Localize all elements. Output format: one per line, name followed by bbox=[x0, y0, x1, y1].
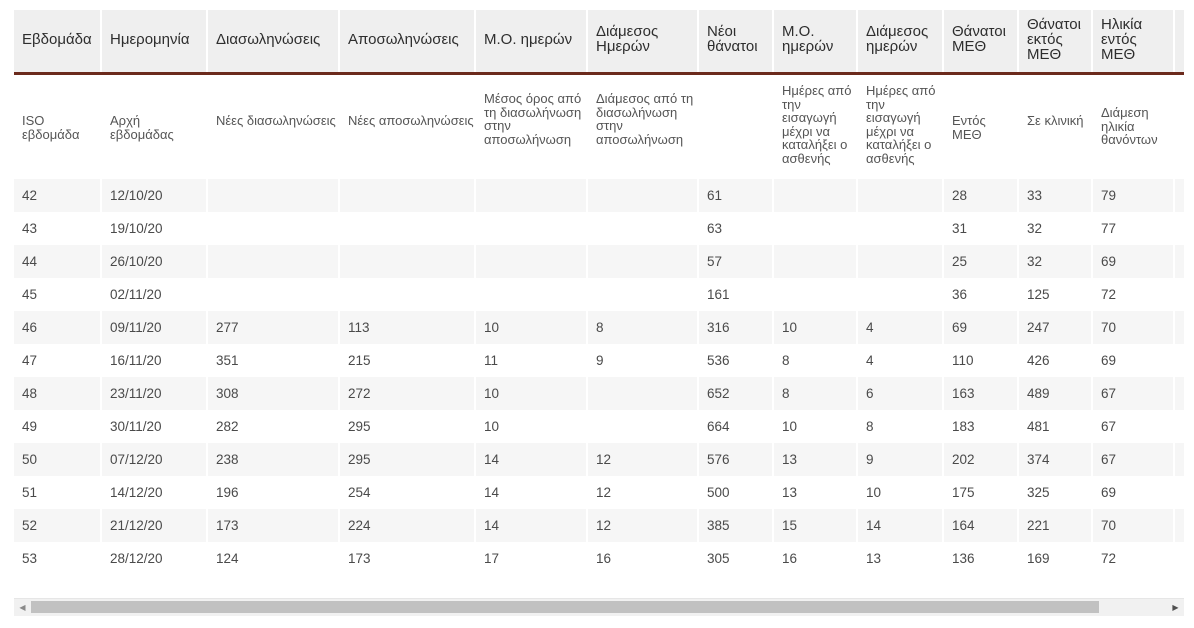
header-mean-days-deaths[interactable]: Μ.Ο. ημερών bbox=[774, 10, 856, 72]
table-cell: 48 bbox=[14, 377, 100, 410]
table-cell bbox=[1175, 344, 1184, 377]
triangle-left-icon[interactable]: ◀ bbox=[19, 603, 26, 612]
table-cell bbox=[588, 377, 697, 410]
table-cell: 11 bbox=[476, 344, 586, 377]
table-cell: 02/11/20 bbox=[102, 278, 206, 311]
subheader-icu-age: Διάμεση ηλικία θανόντων bbox=[1093, 75, 1173, 179]
table-cell: 77 bbox=[1093, 212, 1173, 245]
table-row bbox=[14, 344, 1184, 377]
table-cell bbox=[476, 245, 586, 278]
table-cell: 10 bbox=[774, 311, 856, 344]
table-cell bbox=[588, 212, 697, 245]
header-median-days-deaths[interactable]: Διάμεσος ημερών bbox=[858, 10, 942, 72]
table-cell: 28 bbox=[944, 179, 1017, 212]
table-cell bbox=[1175, 542, 1184, 575]
table-header-row bbox=[14, 10, 1184, 75]
subheader-icu-deaths: Εντός ΜΕΘ bbox=[944, 75, 1017, 179]
table-cell: 8 bbox=[774, 377, 856, 410]
table-cell: 45 bbox=[14, 278, 100, 311]
table-cell: 14 bbox=[858, 509, 942, 542]
table-body bbox=[14, 179, 1184, 575]
table-cell: 295 bbox=[340, 443, 474, 476]
table-cell: 664 bbox=[699, 410, 772, 443]
table-cell: 19/10/20 bbox=[102, 212, 206, 245]
table-cell: 14 bbox=[476, 443, 586, 476]
table-cell: 6 bbox=[858, 377, 942, 410]
table-cell: 238 bbox=[208, 443, 338, 476]
table-cell bbox=[774, 179, 856, 212]
header-median-days[interactable]: Διάμεσος Ημερών bbox=[588, 10, 697, 72]
data-table-viewport bbox=[14, 10, 1184, 585]
table-cell: 36 bbox=[944, 278, 1017, 311]
table-cell bbox=[208, 179, 338, 212]
table-cell: 175 bbox=[944, 476, 1017, 509]
subheader-new-deaths bbox=[699, 75, 772, 179]
table-cell: 164 bbox=[944, 509, 1017, 542]
table-cell: 69 bbox=[944, 311, 1017, 344]
table-cell: 25 bbox=[944, 245, 1017, 278]
table-cell: 46 bbox=[14, 311, 100, 344]
table-cell: 16/11/20 bbox=[102, 344, 206, 377]
table-cell bbox=[340, 245, 474, 278]
table-cell: 9 bbox=[588, 344, 697, 377]
table-cell: 4 bbox=[858, 311, 942, 344]
subheader-non-icu-deaths: Σε κλινική bbox=[1019, 75, 1091, 179]
table-cell: 536 bbox=[699, 344, 772, 377]
table-cell: 14 bbox=[476, 476, 586, 509]
horizontal-scrollbar[interactable] bbox=[14, 598, 1184, 616]
table-cell: 224 bbox=[340, 509, 474, 542]
table-cell bbox=[1175, 443, 1184, 476]
table-cell: 173 bbox=[340, 542, 474, 575]
table-cell: 28/12/20 bbox=[102, 542, 206, 575]
table-cell bbox=[858, 212, 942, 245]
header-non-icu-deaths[interactable]: Θάνατοι εκτός ΜΕΘ bbox=[1019, 10, 1091, 72]
table-cell: 282 bbox=[208, 410, 338, 443]
subheader-date: Αρχή εβδομάδας bbox=[102, 75, 206, 179]
table-cell: 69 bbox=[1093, 245, 1173, 278]
table-row bbox=[14, 410, 1184, 443]
table-row bbox=[14, 212, 1184, 245]
table-cell: 69 bbox=[1093, 344, 1173, 377]
table-cell: 8 bbox=[774, 344, 856, 377]
table-cell: 15 bbox=[774, 509, 856, 542]
table-cell: 16 bbox=[774, 542, 856, 575]
table-cell: 489 bbox=[1019, 377, 1091, 410]
table-cell: 67 bbox=[1093, 410, 1173, 443]
header-date[interactable]: Ημερομηνία bbox=[102, 10, 206, 72]
table-cell: 9 bbox=[858, 443, 942, 476]
table-cell: 51 bbox=[14, 476, 100, 509]
table-cell: 10 bbox=[774, 410, 856, 443]
table-cell: 70 bbox=[1093, 509, 1173, 542]
table-cell bbox=[774, 278, 856, 311]
table-cell: 8 bbox=[588, 311, 697, 344]
header-overflow-column bbox=[1175, 10, 1184, 72]
table-cell: 316 bbox=[699, 311, 772, 344]
subheader-week: ISO εβδομάδα bbox=[14, 75, 100, 179]
table-cell: 42 bbox=[14, 179, 100, 212]
subheader-mean-days-deaths: Ημέρες από την εισαγωγή μέχρι να καταλήξει ο ασθενής bbox=[774, 75, 856, 179]
table-cell bbox=[1175, 476, 1184, 509]
table-cell bbox=[476, 212, 586, 245]
table-cell bbox=[208, 278, 338, 311]
table-cell: 576 bbox=[699, 443, 772, 476]
table-cell: 481 bbox=[1019, 410, 1091, 443]
table-cell bbox=[208, 212, 338, 245]
table-cell: 374 bbox=[1019, 443, 1091, 476]
table-cell bbox=[858, 179, 942, 212]
table-cell bbox=[1175, 212, 1184, 245]
table-cell: 10 bbox=[476, 410, 586, 443]
subheader-median-days: Διάμεσος από τη διασωλήνωση στην αποσωλήνωση bbox=[588, 75, 697, 179]
subheader-intubations: Νέες διασωληνώσεις bbox=[208, 75, 338, 179]
table-cell bbox=[858, 245, 942, 278]
table-row bbox=[14, 278, 1184, 311]
table-cell: 12 bbox=[588, 443, 697, 476]
table-cell: 13 bbox=[858, 542, 942, 575]
subheader-extubations: Νέες αποσωληνώσεις bbox=[340, 75, 474, 179]
scrollbar-thumb[interactable] bbox=[31, 601, 1099, 613]
table-cell: 221 bbox=[1019, 509, 1091, 542]
table-cell: 305 bbox=[699, 542, 772, 575]
header-icu-deaths[interactable]: Θάνατοι ΜΕΘ bbox=[944, 10, 1017, 72]
table-cell: 10 bbox=[476, 311, 586, 344]
table-cell bbox=[1175, 278, 1184, 311]
table-cell: 215 bbox=[340, 344, 474, 377]
table-cell: 23/11/20 bbox=[102, 377, 206, 410]
table-cell: 09/11/20 bbox=[102, 311, 206, 344]
table-cell: 72 bbox=[1093, 542, 1173, 575]
table-cell: 4 bbox=[858, 344, 942, 377]
table-cell: 32 bbox=[1019, 245, 1091, 278]
table-cell: 47 bbox=[14, 344, 100, 377]
table-cell: 21/12/20 bbox=[102, 509, 206, 542]
table-cell bbox=[1175, 410, 1184, 443]
header-mean-days[interactable]: Μ.Ο. ημερών bbox=[476, 10, 586, 72]
table-cell bbox=[588, 245, 697, 278]
table-cell bbox=[340, 179, 474, 212]
table-cell: 254 bbox=[340, 476, 474, 509]
table-cell: 500 bbox=[699, 476, 772, 509]
table-cell bbox=[858, 278, 942, 311]
table-row bbox=[14, 311, 1184, 344]
table-cell: 16 bbox=[588, 542, 697, 575]
table-row bbox=[14, 443, 1184, 476]
table-cell: 44 bbox=[14, 245, 100, 278]
table-cell bbox=[1175, 311, 1184, 344]
table-cell: 14 bbox=[476, 509, 586, 542]
table-cell: 14/12/20 bbox=[102, 476, 206, 509]
table-cell: 124 bbox=[208, 542, 338, 575]
table-row bbox=[14, 245, 1184, 278]
table-cell: 125 bbox=[1019, 278, 1091, 311]
table-row bbox=[14, 542, 1184, 575]
table-cell: 385 bbox=[699, 509, 772, 542]
table-cell: 13 bbox=[774, 443, 856, 476]
table-cell: 10 bbox=[476, 377, 586, 410]
table-cell: 113 bbox=[340, 311, 474, 344]
table-row bbox=[14, 476, 1184, 509]
table-cell: 652 bbox=[699, 377, 772, 410]
table-cell: 8 bbox=[858, 410, 942, 443]
table-cell: 57 bbox=[699, 245, 772, 278]
table-cell: 12 bbox=[588, 476, 697, 509]
table-cell: 53 bbox=[14, 542, 100, 575]
table-cell: 12 bbox=[588, 509, 697, 542]
table-cell bbox=[476, 278, 586, 311]
table-cell bbox=[1175, 179, 1184, 212]
header-extubations[interactable]: Αποσωληνώσεις bbox=[340, 10, 474, 72]
table-cell bbox=[340, 212, 474, 245]
subheader-median-days-deaths: Ημέρες από την εισαγωγή μέχρι να καταλήξει ο ασθενής bbox=[858, 75, 942, 179]
table-cell bbox=[340, 278, 474, 311]
table-cell: 247 bbox=[1019, 311, 1091, 344]
table-cell: 163 bbox=[944, 377, 1017, 410]
table-cell: 295 bbox=[340, 410, 474, 443]
table-cell: 325 bbox=[1019, 476, 1091, 509]
header-week[interactable]: Εβδομάδα bbox=[14, 10, 100, 72]
table-cell: 67 bbox=[1093, 443, 1173, 476]
table-subheader-row bbox=[14, 75, 1184, 179]
header-intubations[interactable]: Διασωληνώσεις bbox=[208, 10, 338, 72]
table-cell: 17 bbox=[476, 542, 586, 575]
table-cell bbox=[588, 278, 697, 311]
triangle-right-icon[interactable]: ▶ bbox=[1172, 603, 1179, 612]
table-cell: 351 bbox=[208, 344, 338, 377]
table-cell: 69 bbox=[1093, 476, 1173, 509]
header-new-deaths[interactable]: Νέοι θάνατοι bbox=[699, 10, 772, 72]
table-cell: 161 bbox=[699, 278, 772, 311]
table-cell: 31 bbox=[944, 212, 1017, 245]
table-cell: 30/11/20 bbox=[102, 410, 206, 443]
table-row bbox=[14, 179, 1184, 212]
table-cell: 61 bbox=[699, 179, 772, 212]
data-table bbox=[14, 10, 1184, 575]
table-cell: 308 bbox=[208, 377, 338, 410]
table-cell bbox=[1175, 377, 1184, 410]
table-cell bbox=[588, 179, 697, 212]
table-cell: 173 bbox=[208, 509, 338, 542]
table-cell bbox=[476, 179, 586, 212]
table-cell bbox=[588, 410, 697, 443]
table-cell: 07/12/20 bbox=[102, 443, 206, 476]
table-cell bbox=[774, 245, 856, 278]
table-cell: 196 bbox=[208, 476, 338, 509]
table-cell: 72 bbox=[1093, 278, 1173, 311]
table-cell: 33 bbox=[1019, 179, 1091, 212]
table-cell: 50 bbox=[14, 443, 100, 476]
table-cell: 110 bbox=[944, 344, 1017, 377]
table-cell: 63 bbox=[699, 212, 772, 245]
table-cell: 70 bbox=[1093, 311, 1173, 344]
table-cell bbox=[1175, 245, 1184, 278]
table-cell: 26/10/20 bbox=[102, 245, 206, 278]
subheader-mean-days: Μέσος όρος από τη διασωλήνωση στην αποσωλήνωση bbox=[476, 75, 586, 179]
table-cell: 79 bbox=[1093, 179, 1173, 212]
table-cell: 272 bbox=[340, 377, 474, 410]
table-cell: 32 bbox=[1019, 212, 1091, 245]
table-cell: 426 bbox=[1019, 344, 1091, 377]
table-cell: 67 bbox=[1093, 377, 1173, 410]
table-cell bbox=[208, 245, 338, 278]
table-row bbox=[14, 377, 1184, 410]
header-icu-age[interactable]: Ηλικία εντός ΜΕΘ bbox=[1093, 10, 1173, 72]
table-cell: 202 bbox=[944, 443, 1017, 476]
table-row bbox=[14, 509, 1184, 542]
table-cell: 12/10/20 bbox=[102, 179, 206, 212]
table-cell: 43 bbox=[14, 212, 100, 245]
table-cell: 10 bbox=[858, 476, 942, 509]
table-cell: 169 bbox=[1019, 542, 1091, 575]
table-cell: 136 bbox=[944, 542, 1017, 575]
table-cell bbox=[1175, 509, 1184, 542]
table-cell: 49 bbox=[14, 410, 100, 443]
table-cell bbox=[774, 212, 856, 245]
table-cell: 183 bbox=[944, 410, 1017, 443]
table-cell: 13 bbox=[774, 476, 856, 509]
table-cell: 52 bbox=[14, 509, 100, 542]
table-cell: 277 bbox=[208, 311, 338, 344]
subheader-overflow-column bbox=[1175, 75, 1184, 179]
